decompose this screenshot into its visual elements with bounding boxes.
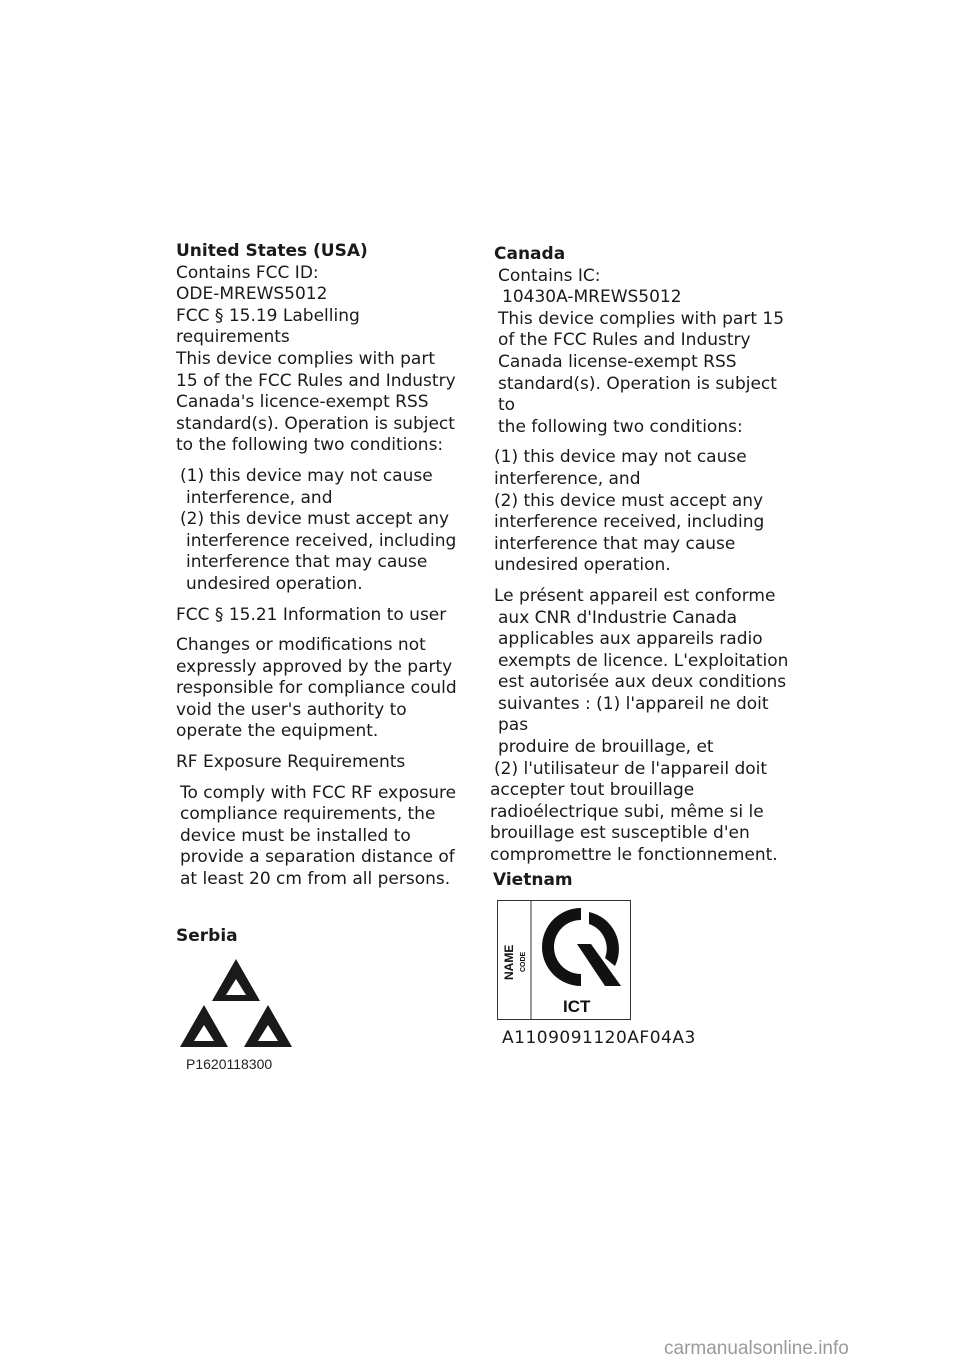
canada-line: Canada license-exempt RSS (498, 351, 737, 372)
usa-line: Contains FCC ID: (176, 262, 319, 283)
ic-id: 10430A-MREWS5012 (502, 287, 682, 308)
condition-line: (1) this device may not cause (180, 465, 433, 486)
rf-paragraph (176, 783, 466, 891)
canada-line: standard(s). Operation is subject to (498, 373, 777, 416)
french-line: radioélectrique subi, même si le (490, 801, 764, 822)
french-line: aux CNR d'Industrie Canada (498, 607, 738, 628)
canada-conditions (494, 447, 794, 577)
vietnam-heading: Vietnam (493, 870, 573, 890)
french-paragraph (490, 585, 794, 867)
rf-heading: RF Exposure Requirements (176, 752, 406, 773)
condition-line: interference that may cause (186, 552, 428, 573)
rf-line: provide a separation distance of (180, 847, 455, 868)
rf-line: To comply with FCC RF exposure (180, 782, 457, 803)
condition-line: (1) this device may not cause (494, 447, 747, 468)
condition-line: interference received, including (494, 512, 765, 533)
fcc-info-heading: FCC § 15.21 Information to user (176, 604, 447, 625)
canada-section (490, 244, 794, 867)
french-line: brouillage est susceptible d'en (490, 823, 750, 844)
french-line: compromettre le fonctionnement. (490, 845, 778, 866)
usa-section (176, 241, 466, 891)
canada-line: of the FCC Rules and Industry (498, 330, 751, 351)
usa-line: to the following two conditions: (176, 435, 444, 456)
ict-mark-label: ICT (563, 997, 591, 1016)
usa-line: FCC § 15.19 Labelling (176, 305, 360, 326)
canada-heading: Canada (494, 244, 566, 264)
condition-line: interference, and (186, 487, 333, 508)
changes-line: expressly approved by the party (176, 656, 453, 677)
french-line: applicables aux appareils radio (498, 629, 763, 650)
french-line: produire de brouillage, et (498, 737, 714, 758)
canada-line: This device complies with part 15 (498, 308, 785, 329)
vietnam-ict-code: A1109091120AF04A3 (502, 1028, 696, 1048)
canada-line: Contains IC: (498, 265, 601, 286)
rf-line: at least 20 cm from all persons. (180, 869, 451, 890)
usa-line: requirements (176, 327, 290, 348)
ict-mark-code-label: CODE (520, 951, 527, 972)
usa-line: Canada's licence-exempt RSS (176, 392, 429, 413)
usa-heading: United States (USA) (176, 241, 368, 261)
condition-line: interference, and (494, 468, 641, 489)
condition-line: undesired operation. (186, 573, 363, 594)
condition-line: interference that may cause (494, 533, 736, 554)
ict-mark-name: NAME (502, 944, 516, 980)
fcc-id: ODE-MREWS5012 (176, 284, 328, 305)
canada-intro (494, 266, 794, 439)
canada-line: the following two conditions: (498, 416, 743, 437)
changes-line: Changes or modifications not (176, 635, 426, 656)
usa-line: 15 of the FCC Rules and Industry (176, 370, 456, 391)
french-line: suivantes : (1) l'appareil ne doit pas (498, 693, 769, 736)
usa-line: standard(s). Operation is subject (176, 413, 455, 434)
rf-line: device must be installed to (180, 825, 411, 846)
french-line: (2) l'utilisateur de l'appareil doit (494, 758, 768, 779)
changes-paragraph (176, 635, 466, 743)
changes-line: responsible for compliance could (176, 678, 457, 699)
vietnam-ict-mark-icon (497, 900, 631, 1020)
condition-line: undesired operation. (494, 555, 671, 576)
usa-conditions (176, 466, 466, 596)
serbia-mark-code: P1620118300 (186, 1056, 273, 1072)
condition-line: (2) this device must accept any (180, 509, 450, 530)
usa-line: This device complies with part (176, 348, 435, 369)
french-line: accepter tout brouillage (490, 780, 695, 801)
condition-line: (2) this device must accept any (494, 490, 764, 511)
changes-line: void the user's authority to (176, 699, 407, 720)
changes-line: operate the equipment. (176, 721, 379, 742)
watermark: carmanualsonline.info (664, 1338, 849, 1359)
french-line: Le présent appareil est conforme (494, 585, 776, 606)
serbia-heading: Serbia (176, 926, 238, 946)
french-line: est autorisée aux deux conditions (498, 672, 787, 693)
french-line: exempts de licence. L'exploitation (498, 650, 789, 671)
rf-line: compliance requirements, the (180, 804, 436, 825)
condition-line: interference received, including (186, 530, 457, 551)
